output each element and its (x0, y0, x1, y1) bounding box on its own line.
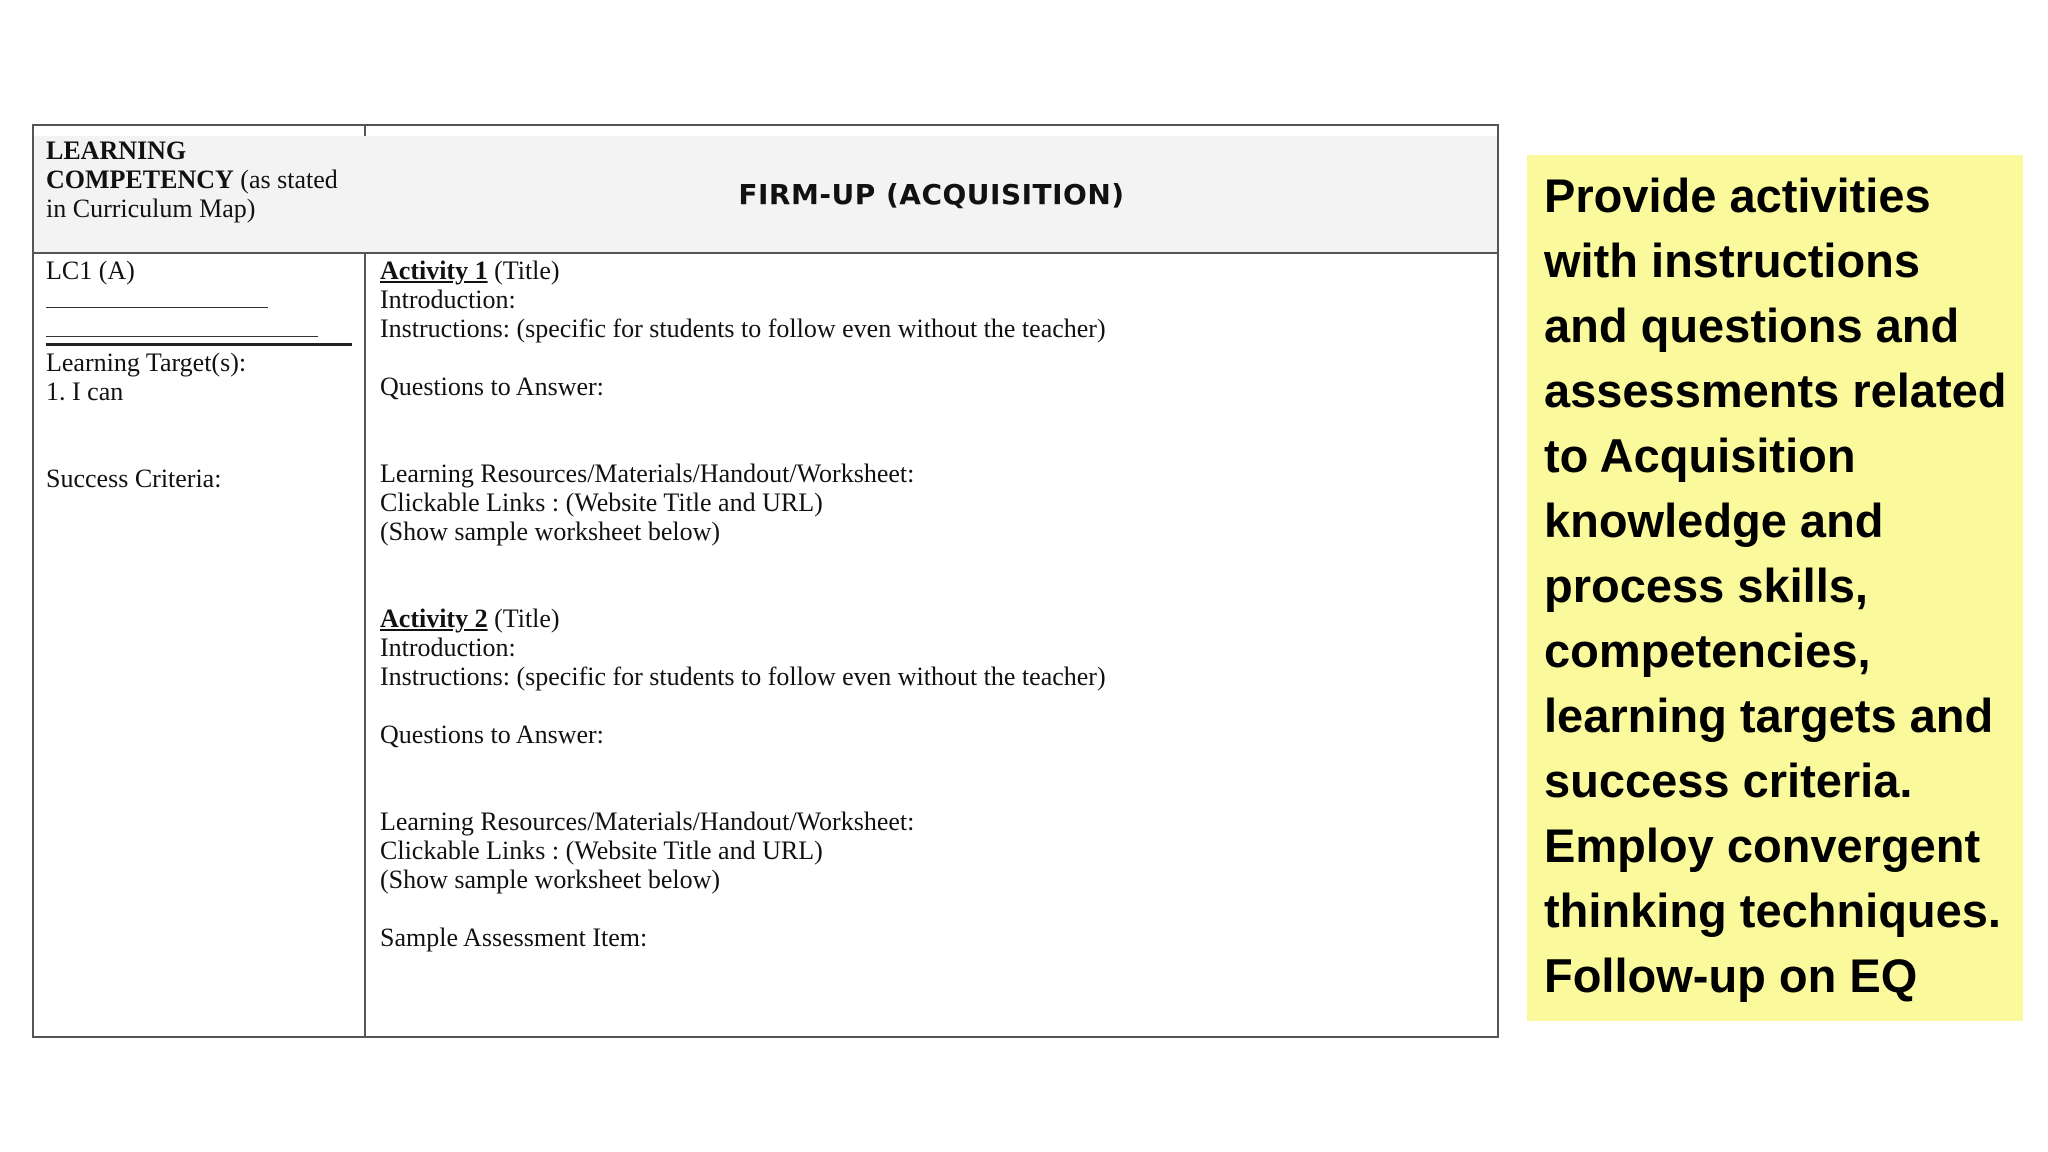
blank-line-1 (46, 285, 358, 314)
activity-2-links: Clickable Links : (Website Title and URL) (380, 836, 823, 865)
activity-1-title (380, 256, 1477, 285)
instruction-note (1527, 155, 2023, 1021)
activity-2-instructions: Instructions: (specific for students to follow even without the teacher) (380, 662, 1106, 691)
lc-code: LC1 (A) (46, 256, 135, 285)
blank-line-2 (46, 314, 358, 343)
activity-1-worksheet: (Show sample worksheet below) (380, 517, 721, 546)
learning-competency-bold: LEARNING COMPETENCY (46, 136, 234, 194)
activity-2-introduction: Introduction: (380, 633, 516, 662)
activity-2-resources: Learning Resources/Materials/Handout/Worksheet: (380, 807, 915, 836)
section-rule (46, 343, 352, 346)
learning-targets-label: Learning Target(s): (46, 348, 247, 377)
sample-assessment-item: Sample Assessment Item: (380, 923, 648, 952)
success-criteria-label: Success Criteria: (46, 464, 222, 493)
lesson-plan-table (32, 124, 1499, 1038)
activity-2-title-rest: (Title) (487, 604, 560, 633)
table-header-row (34, 136, 1497, 254)
right-column-body (380, 256, 1477, 952)
activity-2-title-bold: Activity 2 (380, 604, 488, 633)
activity-2-worksheet: (Show sample worksheet below) (380, 865, 721, 894)
activity-1-title-bold: Activity 1 (380, 256, 488, 285)
instruction-note-text: Provide activities with instructions and questions and assessments related to Acquisition knowledge and process skills, competencies, learning targets and success criteria. Employ convergent thinking techniques. Follow-up on EQ (1544, 169, 2007, 1002)
activity-2-questions: Questions to Answer: (380, 720, 604, 749)
activity-1-introduction: Introduction: (380, 285, 516, 314)
column-divider (364, 126, 366, 1036)
activity-1-resources: Learning Resources/Materials/Handout/Worksheet: (380, 459, 915, 488)
firm-up-header: FIRM-UP (ACQUISITION) (738, 177, 1125, 211)
activity-2-title (380, 604, 1477, 633)
activity-1-title-rest: (Title) (487, 256, 560, 285)
learning-target-1: 1. I can (46, 377, 124, 406)
learning-competency-header (46, 136, 358, 223)
activity-1-links: Clickable Links : (Website Title and URL) (380, 488, 823, 517)
left-column-body (46, 256, 358, 493)
learning-competency-rest: (as stated in Curriculum Map) (46, 165, 338, 223)
activity-1-questions: Questions to Answer: (380, 372, 604, 401)
activity-1-instructions: Instructions: (specific for students to follow even without the teacher) (380, 314, 1106, 343)
